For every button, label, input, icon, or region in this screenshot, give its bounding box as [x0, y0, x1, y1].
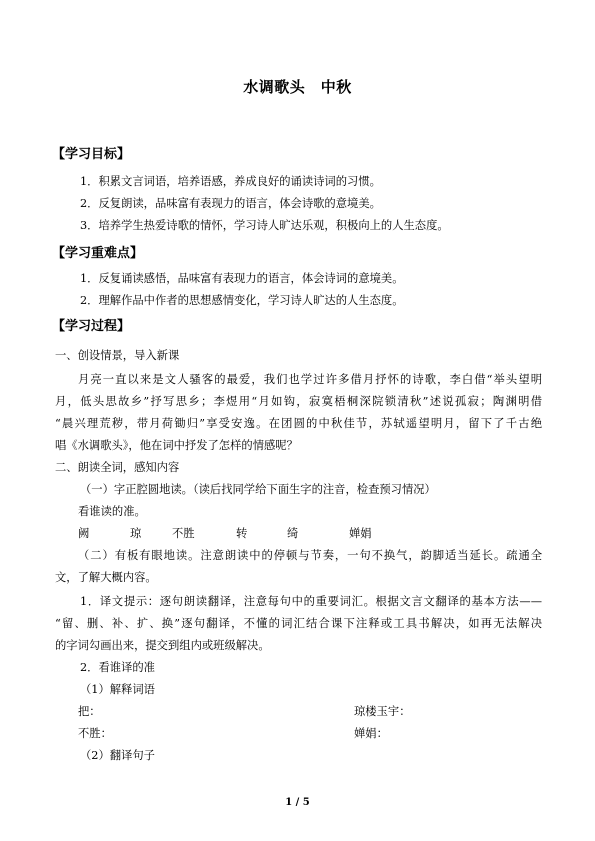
- goal-item: 3．培养学生热爱诗歌的情怀，学习诗人旷达乐观，积极向上的人生态度。: [80, 219, 449, 232]
- explain-title: （1）解释词语: [80, 683, 155, 696]
- goals-heading: 【学习目标】: [52, 147, 131, 162]
- goal-item: 1．积累文言词语，培养语感，养成良好的诵读诗词的习惯。: [80, 175, 381, 188]
- process-heading: 【学习过程】: [52, 319, 131, 334]
- sub2-line: （二）有板有眼地读。注意朗读中的停顿与节奏，一句不换气，韵脚适当延长。疏通全: [78, 549, 542, 562]
- step2-title: 2．看谁译的准: [80, 661, 155, 674]
- intro-paragraph-line: 月亮一直以来是文人骚客的最爱，我们也学过许多借月抒怀的诗歌，李白借“举头望明: [78, 373, 542, 386]
- page-title: 水调歌头 中秋: [243, 78, 352, 96]
- page-number: 1 / 5: [285, 797, 310, 808]
- char-item: 绮: [287, 527, 299, 540]
- tip-line: “留、删、补、扩、换”逐句翻译，不懂的词汇结合课下注释或工具书解决，如再无法解决: [55, 617, 542, 630]
- keypoints-heading: 【学习重难点】: [52, 246, 144, 261]
- char-item: 转: [236, 527, 248, 540]
- translate-title: （2）翻译句子: [80, 749, 155, 762]
- term-item: 把：: [78, 705, 101, 718]
- tip-line: 1．译文提示：逐句朗读翻译，注意每句中的重要词汇。根据文言文翻译的基本方法——: [80, 595, 542, 608]
- goal-item: 2．反复朗读，品味富有表现力的语言，体会诗歌的意境美。: [80, 197, 381, 210]
- keypoint-item: 2．理解作品中作者的思想感情变化，学习诗人旷达的人生态度。: [80, 294, 404, 307]
- tip-line: 的字词勾画出来，提交到组内或班级解决。: [55, 639, 270, 652]
- char-item: 婵娟: [349, 527, 372, 540]
- intro-paragraph-line: “晨兴理荒秽，带月荷锄归”享受安逸。在团圆的中秋佳节，苏轼遥望明月，留下了千古绝: [55, 417, 542, 430]
- char-item: 阙: [78, 527, 90, 540]
- part2-title: 二、朗读全词，感知内容: [55, 461, 180, 474]
- part1-title: 一、创设情景，导入新课: [55, 349, 180, 362]
- intro-paragraph-line: 唱《水调歌头》，他在词中抒发了怎样的情感呢？: [55, 439, 298, 452]
- intro-paragraph-line: 月，低头思故乡”抒写思乡；李煜用“月如钩，寂寞梧桐深院锁清秋”述说孤寂；陶渊明借: [55, 395, 542, 408]
- sub1-note: 看谁读的准。: [78, 505, 146, 518]
- term-item: 不胜：: [78, 727, 112, 740]
- term-item: 婵娟：: [354, 727, 388, 740]
- sub2-line: 文，了解大概内容。: [55, 571, 157, 584]
- keypoint-item: 1．反复诵读感悟，品味富有表现力的语言，体会诗词的意境美。: [80, 272, 404, 285]
- sub1-text: （一）字正腔圆地读。（读后找同学给下面生字的注音，检查预习情况）: [80, 483, 436, 496]
- char-item: 琼: [130, 527, 142, 540]
- term-item: 琼楼玉宇：: [354, 705, 411, 718]
- char-item: 不胜: [172, 527, 195, 540]
